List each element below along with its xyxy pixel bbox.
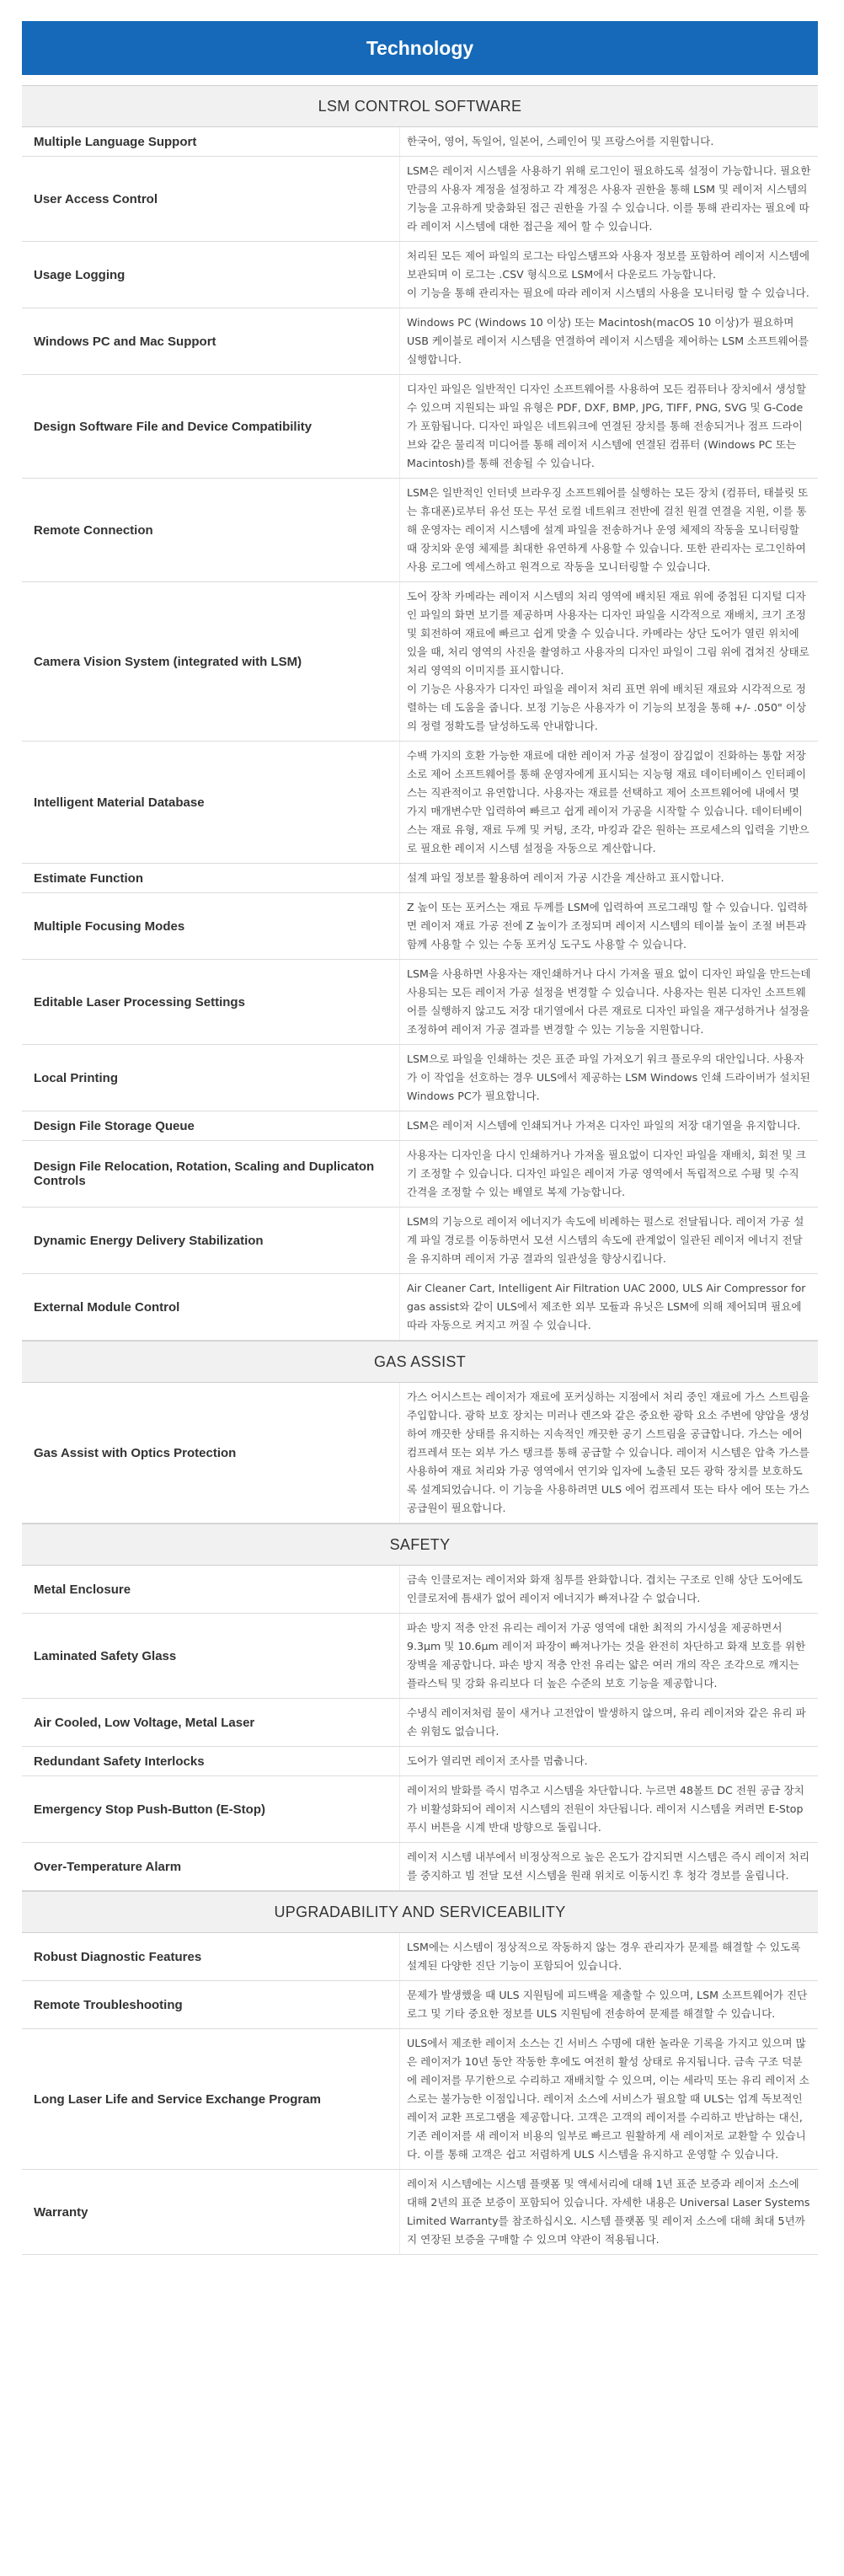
table-row xyxy=(22,375,818,479)
table-row xyxy=(22,1614,818,1699)
feature-name: Multiple Focusing Modes xyxy=(34,918,185,934)
table-row xyxy=(22,127,818,157)
feature-name: Over-Temperature Alarm xyxy=(34,1859,182,1874)
table-row xyxy=(22,960,818,1045)
feature-name: Air Cooled, Low Voltage, Metal Laser xyxy=(34,1715,255,1730)
feature-name: Gas Assist with Optics Protection xyxy=(34,1445,237,1460)
feature-description: LSM을 사용하면 사용자는 재인쇄하거나 다시 가져올 필요 없이 디자인 파일을 만드는데 사용되는 모든 레이저 가공 설정을 변경할 수 있습니다. 사용자는 원본 디자인 소프트웨어를 실행하지 않고도 저장 대기열에서 다른 재료로 디자인 파일을 재구성하거나 설정을 조정하여 레이저 가공 결과를 변경할 수 있는 기능을 지원합니다. xyxy=(399,960,818,1044)
feature-description: 처리된 모든 제어 파일의 로그는 타임스탬프와 사용자 정보를 포함하여 레이저 시스템에 보관되며 이 로그는 .CSV 형식으로 LSM에서 다운로드 가능합니다. 이 기능을 통해 관리자는 필요에 따라 레이저 시스템의 사용을 모니터링 할 수 있습니다. xyxy=(399,242,818,308)
feature-description: 파손 방지 적층 안전 유리는 레이저 가공 영역에 대한 최적의 가시성을 제공하면서 9.3μm 및 10.6μm 레이저 파장이 빠져나가는 것을 완전히 차단하고 화재 보호를 위한 장벽을 제공합니다. 파손 방지 적층 안전 유리는 얇은 여러 개의 작은 조각으로 깨지는 플라스틱 및 강화 유리보다 더 높은 수준의 보호 기능을 제공합니다. xyxy=(399,1614,818,1698)
table-row xyxy=(22,1045,818,1111)
feature-name: Multiple Language Support xyxy=(34,134,197,149)
feature-name: Editable Laser Processing Settings xyxy=(34,994,245,1010)
feature-description: LSM의 기능으로 레이저 에너지가 속도에 비례하는 펄스로 전달됩니다. 레이저 가공 설계 파일 경로를 이동하면서 모션 시스템의 속도에 관계없이 일관된 레이저 에너지 전달을 유지하며 레이저 가공 결과의 일관성을 향상시킵니다. xyxy=(399,1208,818,1273)
table-row xyxy=(22,864,818,893)
table-row xyxy=(22,1141,818,1208)
feature-name: Warranty xyxy=(34,2204,88,2220)
feature-description: Z 높이 또는 포커스는 재료 두께를 LSM에 입력하여 프로그래밍 할 수 있습니다. 입력하면 레이저 재료 가공 전에 Z 높이가 조정되며 레이저 시스템의 테이블 높이 조절 버튼과 함께 사용할 수 있는 수동 포커싱 도구도 사용할 수 있습니다. xyxy=(399,893,818,959)
feature-description: Windows PC (Windows 10 이상) 또는 Macintosh(macOS 10 이상)가 필요하며 USB 케이블로 레이저 시스템을 연결하여 레이저 시스템을 제어하는 LSM 소프트웨어를 실행합니다. xyxy=(399,308,818,374)
table-row xyxy=(22,1933,818,1981)
feature-name: Design Software File and Device Compatibility xyxy=(34,419,312,434)
feature-name: Intelligent Material Database xyxy=(34,795,205,810)
feature-description: 금속 인클로저는 레이저와 화재 침투를 완화합니다. 겹치는 구조로 인해 상단 도어에도 인클로저에 틈새가 없어 레이저 에너지가 빠져나갈 수 없습니다. xyxy=(399,1566,818,1613)
feature-description: 레이저 시스템에는 시스템 플랫폼 및 액세서리에 대해 1년 표준 보증과 레이저 소스에 대해 2년의 표준 보증이 포함되어 있습니다. 자세한 내용은 Universal Laser Systems Limited Warranty를 참조하십시오. 시스템 플랫폼 및 레이저 소스에 대해 최대 5년까지 연장된 보증을 구매할 수 있으며 약관이 적용됩니다. xyxy=(399,2170,818,2254)
section-heading: GAS ASSIST xyxy=(22,1341,818,1383)
feature-name: Robust Diagnostic Features xyxy=(34,1949,202,1964)
table-row xyxy=(22,893,818,960)
feature-description: 디자인 파일은 일반적인 디자인 소프트웨어를 사용하여 모든 컴퓨터나 장치에서 생성할 수 있으며 지원되는 파일 유형은 PDF, DXF, BMP, JPG, TIFF, PNG, SVG 및 G-Code가 포함됩니다. 디자인 파일은 네트워크에 연결된 장치를 통해 전송되거나 점프 드라이브와 같은 물리적 미디어를 통해 레이저 시스템에 연결된 컴퓨터 (Windows PC 또는 Macintosh)를 통해 전송될 수 있습니다. xyxy=(399,375,818,478)
feature-description: 사용자는 디자인을 다시 인쇄하거나 가져올 필요없이 디자인 파일을 재배치, 회전 및 크기 조정할 수 있습니다. 디자인 파일은 레이저 가공 영역에서 독립적으로 수평 및 수직 간격을 조정할 수 있는 배열로 복제 가능합니다. xyxy=(399,1141,818,1207)
feature-name: Redundant Safety Interlocks xyxy=(34,1754,205,1769)
feature-description: 문제가 발생했을 때 ULS 지원팀에 피드백을 제출할 수 있으며, LSM 소프트웨어가 진단 로그 및 기타 중요한 정보를 ULS 지원팀에 전송하여 문제를 해결할 수 있습니다. xyxy=(399,1981,818,2028)
spacer xyxy=(22,75,818,85)
feature-name: Design File Storage Queue xyxy=(34,1118,195,1133)
feature-description: LSM은 레이저 시스템을 사용하기 위해 로그인이 필요하도록 설정이 가능합니다. 필요한 만큼의 사용자 계정을 설정하고 각 계정은 사용자 권한을 통해 LSM 및 레이저 시스템의 기능을 고유하게 맞춤화된 접근 권한을 가질 수 있습니다. 이를 통해 관리자는 필요에 따라 레이저 시스템에 대한 접근을 제어 할 수 있습니다. xyxy=(399,157,818,241)
feature-description: 한국어, 영어, 독일어, 일본어, 스페인어 및 프랑스어를 지원합니다. xyxy=(399,127,818,156)
table-row xyxy=(22,582,818,742)
feature-description: 수백 가지의 호환 가능한 재료에 대한 레이저 가공 설정이 잠김없이 진화하는 통합 저장소로 제어 소프트웨어를 통해 운영자에게 표시되는 지능형 재료 데이터베이스 인터페이스는 직관적이고 유연합니다. 사용자는 재료를 선택하고 제어 소프트웨어에 내에서 몇 가지 매개변수만 입력하여 빠르고 쉽게 레이저 가공을 시작할 수 있습니다. 데이터베이스는 재료 유형, 재료 두께 및 커팅, 조각, 마킹과 같은 원하는 프로세스의 입력을 기반으로 필요한 레이저 시스템 설정을 자동으로 계산합니다. xyxy=(399,742,818,863)
section-heading: UPGRADABILITY AND SERVICEABILITY xyxy=(22,1891,818,1933)
feature-name: Remote Troubleshooting xyxy=(34,1997,183,2012)
feature-name: Dynamic Energy Delivery Stabilization xyxy=(34,1233,264,1248)
feature-description: 도어가 열리면 레이저 조사를 멈춥니다. xyxy=(399,1747,818,1775)
table-row xyxy=(22,2170,818,2255)
feature-description: LSM으로 파일을 인쇄하는 것은 표준 파일 가져오기 워크 플로우의 대안입니다. 사용자가 이 작업을 선호하는 경우 ULS에서 제공하는 LSM Windows 인쇄 드라이버가 설치된 Windows PC가 필요합니다. xyxy=(399,1045,818,1111)
feature-description: LSM에는 시스템이 정상적으로 작동하지 않는 경우 관리자가 문제를 해결할 수 있도록 설계된 다양한 진단 기능이 포함되어 있습니다. xyxy=(399,1933,818,1980)
table-row xyxy=(22,1566,818,1614)
table-row xyxy=(22,2029,818,2170)
feature-name: Local Printing xyxy=(34,1070,119,1085)
feature-name: User Access Control xyxy=(34,191,158,206)
table-row xyxy=(22,742,818,864)
table-row xyxy=(22,1111,818,1141)
table-row xyxy=(22,242,818,308)
feature-name: Long Laser Life and Service Exchange Program xyxy=(34,2091,321,2107)
section-heading: LSM CONTROL SOFTWARE xyxy=(22,85,818,127)
feature-description: 레이저 시스템 내부에서 비정상적으로 높은 온도가 감지되면 시스템은 즉시 레이저 처리를 중지하고 빔 전달 모션 시스템을 원래 위치로 이동시킨 후 청각 경보를 울립니다. xyxy=(399,1843,818,1890)
feature-name: External Module Control xyxy=(34,1299,180,1315)
feature-description: 레이저의 발화를 즉시 멈추고 시스템을 차단합니다. 누르면 48볼트 DC 전원 공급 장치가 비활성화되어 레이저 시스템의 전원이 차단됩니다. 레이저 시스템을 켜려면 E-Stop 푸시 버튼을 시계 반대 방향으로 돌립니다. xyxy=(399,1776,818,1842)
feature-description: Air Cleaner Cart, Intelligent Air Filtration UAC 2000, ULS Air Compressor for gas assist와 같이 ULS에서 제조한 외부 모듈과 유닛은 LSM에 의해 제어되며 필요에 따라 자동으로 켜지고 꺼질 수 있습니다. xyxy=(399,1274,818,1340)
table-row xyxy=(22,1776,818,1843)
spec-table xyxy=(22,85,818,2255)
feature-name: Camera Vision System (integrated with LSM) xyxy=(34,654,302,669)
feature-name: Laminated Safety Glass xyxy=(34,1648,177,1663)
table-row xyxy=(22,1699,818,1747)
table-row xyxy=(22,479,818,582)
feature-description: LSM은 레이저 시스템에 인쇄되거나 가져온 디자인 파일의 저장 대기열을 유지합니다. xyxy=(399,1111,818,1140)
feature-description: 가스 어시스트는 레이저가 재료에 포커싱하는 지점에서 처리 중인 재료에 가스 스트림을 주입합니다. 광학 보호 장치는 미러나 렌즈와 같은 중요한 광학 요소 주변에 양압을 생성하여 깨끗한 상태를 유지하는 지속적인 깨끗한 공기 스트림을 공급합니다. 가스는 에어 컴프레셔 또는 외부 가스 탱크를 통해 공급할 수 있습니다. 레이저 시스템은 압축 가스를 사용하여 재료 처리와 가공 영역에서 연기와 입자에 노출된 모든 광학 장치를 보호하도록 설계되었습니다. 이 기능을 사용하려면 ULS 에어 컴프레셔 또는 타사 에어 또는 가스 공급원이 필요합니다. xyxy=(399,1383,818,1523)
feature-description: 수냉식 레이저처럼 물이 새거나 고전압이 발생하지 않으며, 유리 레이저와 같은 유리 파손 위험도 없습니다. xyxy=(399,1699,818,1746)
feature-name: Emergency Stop Push-Button (E-Stop) xyxy=(34,1802,265,1817)
feature-name: Design File Relocation, Rotation, Scaling and Duplicaton Controls xyxy=(34,1159,375,1188)
feature-name: Usage Logging xyxy=(34,267,126,282)
feature-name: Estimate Function xyxy=(34,870,144,886)
section-heading: SAFETY xyxy=(22,1524,818,1566)
table-row xyxy=(22,308,818,375)
table-row xyxy=(22,1843,818,1891)
table-row xyxy=(22,157,818,242)
feature-description: 도어 장착 카메라는 레이저 시스템의 처리 영역에 배치된 재료 위에 중첩된 디지털 디자인 파일의 화면 보기를 제공하며 사용자는 디자인 파일을 시각적으로 재배치, 크기 조정 및 회전하여 재료에 빠르고 쉽게 맞출 수 있습니다. 카메라는 상단 도어가 열린 위치에 있을 때, 처리 영역의 사진을 촬영하고 사용자의 디자인 파일이 그림 위에 겹쳐진 상태로 처리 영역의 이미지를 표시합니다. 이 기능은 사용자가 디자인 파일을 레이저 처리 표면 위에 배치된 재료와 시각적으로 정렬하는 데 도움을 줍니다. 보정 기능은 사용자가 이 기능의 보정을 통해 +/- .050" 이상의 정렬 정확도를 달성하도록 안내합니다. xyxy=(399,582,818,741)
table-row xyxy=(22,1383,818,1524)
feature-name: Windows PC and Mac Support xyxy=(34,334,216,349)
feature-name: Metal Enclosure xyxy=(34,1582,131,1597)
feature-name: Remote Connection xyxy=(34,522,153,538)
table-row xyxy=(22,1981,818,2029)
feature-description: 설계 파일 정보를 활용하여 레이저 가공 시간을 계산하고 표시합니다. xyxy=(399,864,818,892)
table-row xyxy=(22,1274,818,1341)
page-title: Technology xyxy=(22,21,818,75)
feature-description: ULS에서 제조한 레이저 소스는 긴 서비스 수명에 대한 놀라운 기록을 가지고 있으며 많은 레이저가 10년 동안 작동한 후에도 여전히 활성 상태로 유지됩니다. 금속 구조 덕분에 레이저를 무기한으로 수리하고 재배치할 수 있으며, 이는 세라믹 또는 유리 레이저 소스로는 불가능한 이점입니다. 레이저 소스에 서비스가 필요할 때 ULS는 업계 독보적인 레이저 교환 프로그램을 제공합니다. 고객은 고객의 레이저를 수리하고 반납하는 대신, 기존 레이저를 새 레이저 비용의 일부로 빠르고 원활하게 새 레이저로 교환할 수 있습니다. 이를 통해 고객은 쉽고 저렴하게 ULS 시스템을 유지하고 운영할 수 있습니다. xyxy=(399,2029,818,2169)
table-row xyxy=(22,1208,818,1274)
table-row xyxy=(22,1747,818,1776)
feature-description: LSM은 일반적인 인터넷 브라우징 소프트웨어를 실행하는 모든 장치 (컴퓨터, 태블릿 또는 휴대폰)로부터 유선 또는 무선 로컬 네트워크 전반에 걸친 원결 연결을 지원, 이를 통해 운영자는 레이저 시스템에 설계 파일을 전송하거나 운영 체제의 작동을 모니터링할 때 장치와 운영 체제를 최대한 유연하게 사용할 수 있습니다. 또한 관리자는 로그인하여 사용 로그에 엑세스하고 원격으로 작동을 모니터링할 수 있습니다. xyxy=(399,479,818,581)
